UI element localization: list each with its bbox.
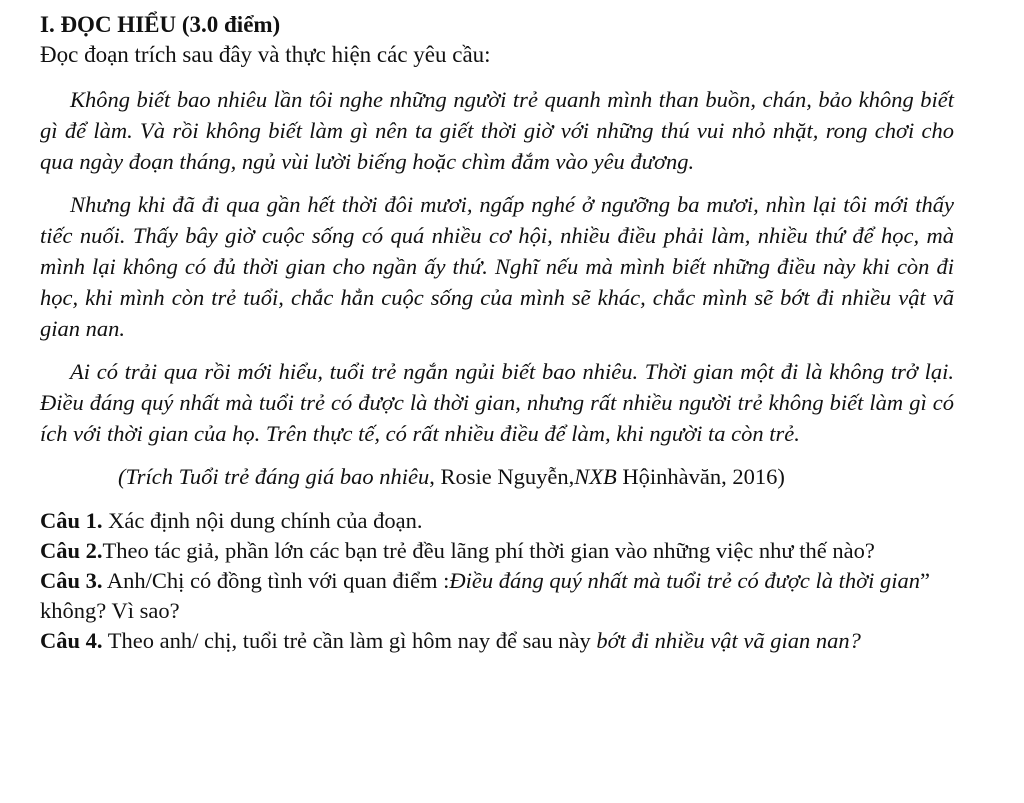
source-open: (Trích [118, 464, 179, 489]
question-1-number: Câu 1. [40, 508, 103, 533]
passage-paragraph-3: Ai có trải qua rồi mới hiểu, tuổi trẻ ngắn ngủi biết bao nhiêu. Thời gian một đi là không trở lại. Điều đáng quý nhất mà tuổi trẻ có được là thời gian, nhưng rất nhiều người trẻ không biết làm gì có ích với thời gian của họ. Trên thực tế, có rất nhiều điều để làm, khi người ta còn trẻ. [40, 359, 954, 446]
passage-source [118, 461, 954, 492]
source-book: Tuổi trẻ đáng giá bao nhiêu [178, 464, 430, 489]
source-rest: Hộinhàvăn, 2016) [616, 464, 785, 489]
question-2-text: Theo tác giả, phần lớn các bạn trẻ đều lãng phí thời gian vào những việc như thế nào? [102, 538, 875, 563]
question-2 [40, 536, 954, 566]
question-4-quote: bớt đi nhiều vật vã gian nan? [596, 628, 861, 653]
question-1 [40, 506, 954, 536]
question-list [40, 506, 954, 656]
section-instruction: Đọc đoạn trích sau đây và thực hiện các yêu cầu: [40, 42, 491, 67]
question-2-number: Câu 2. [40, 538, 103, 563]
source-author: , Rosie Nguyễn, [429, 464, 575, 489]
question-1-text: Xác định nội dung chính của đoạn. [102, 508, 423, 533]
passage-paragraph-2: Nhưng khi đã đi qua gần hết thời đôi mươi, ngấp nghé ở ngưỡng ba mươi, nhìn lại tôi mới thấy tiếc nuối. Thấy bây giờ cuộc sống có quá nhiều cơ hội, nhiều điều phải làm, nhiều thứ để học, mà mình lại không có đủ thời gian cho ngần ấy thứ. Nghĩ nếu mà mình biết những điều này khi còn đi học, khi mình còn trẻ tuổi, chắc hẳn cuộc sống của mình sẽ khác, chắc mình sẽ bớt đi nhiều vật vã gian nan. [40, 192, 954, 341]
question-4-text-a: Theo anh/ chị, tuổi trẻ cần làm gì hôm nay để sau này [102, 628, 597, 653]
question-4 [40, 626, 954, 656]
question-3-text-a: Anh/Chị có đồng tình với quan điểm : [102, 568, 450, 593]
question-3-quote: Điều đáng quý nhất mà tuổi trẻ có được là thời gian [449, 568, 921, 593]
source-publisher: NXB [574, 464, 617, 489]
question-3-number: Câu 3. [40, 568, 103, 593]
reading-passage [40, 84, 954, 449]
passage-paragraph-1: Không biết bao nhiêu lần tôi nghe những người trẻ quanh mình than buồn, chán, bảo không biết gì để làm. Và rồi không biết làm gì nên ta giết thời giờ với những thú vui nhỏ nhặt, rong chơi cho qua ngày đoạn tháng, ngủ vùi lười biếng hoặc chìm đắm vào yêu đương. [40, 87, 954, 174]
question-4-number: Câu 4. [40, 628, 103, 653]
question-3 [40, 566, 954, 626]
section-title: I. ĐỌC HIỂU (3.0 điểm) [40, 12, 281, 37]
question-3-text-b: ” không? Vì sao? [40, 568, 931, 623]
